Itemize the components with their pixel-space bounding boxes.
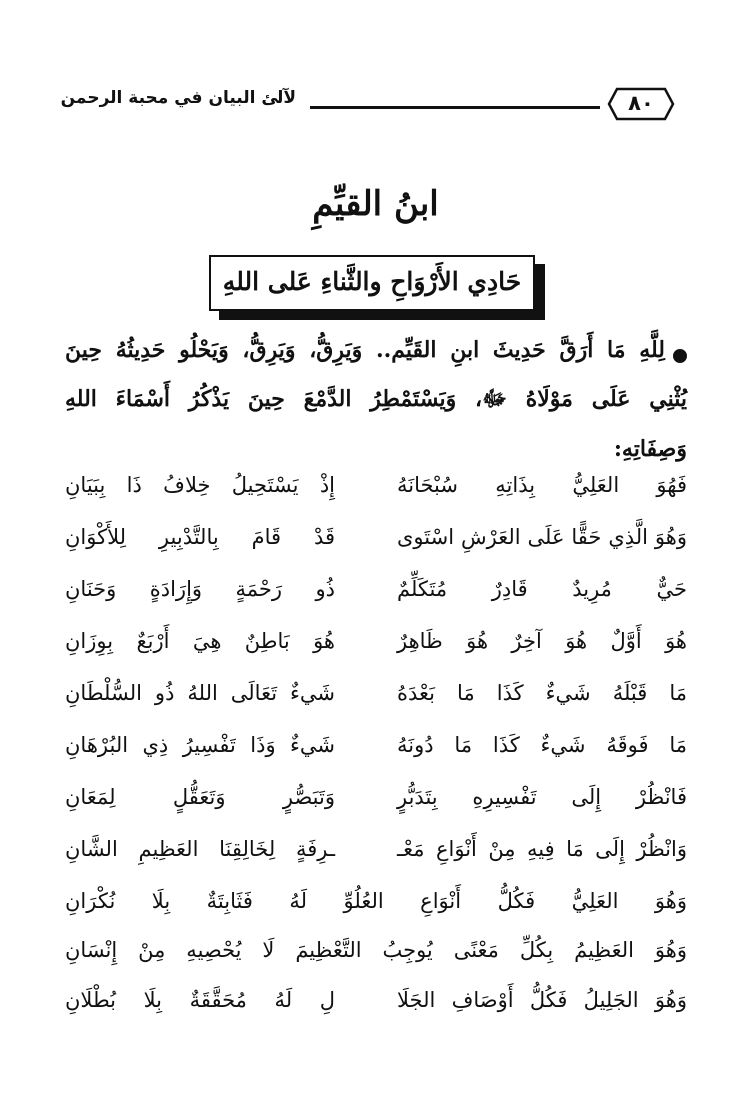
verse-11-second-hemistich: لِ لَهُ مُحَقَّقَةٌ بِلَا بُطْلَانِ [65,988,335,1012]
running-header-title: لآلئ البيان في محبة الرحمن [60,88,296,108]
verse-1 [65,473,687,517]
verse-3-second-hemistich: ذُو رَحْمَةٍ وَإِرَادَةٍ وَحَنَانِ [65,577,335,601]
verse-9-full-line: وَهُوَ العَلِيُّ فَكُلُّ أَنْوَاعِ العُلُوِّ لَهُ فَثَابِتَةٌ بِلَا نُكْرَانِ [65,889,687,913]
verse-2-first-hemistich: وَهُوَ الَّذِي حَقًّا عَلَى العَرْشِ اسْتَوى [397,525,687,549]
verse-5-second-hemistich: شَيءٌ تَعَالَى اللهُ ذُو السُّلْطَانِ [65,681,335,705]
verse-6-second-hemistich: شَيءٌ وَذَا تَفْسِيرُ ذِي البُرْهَانِ [65,733,335,757]
bullet-icon [673,349,687,363]
intro-line-2: يُثْنِي عَلَى مَوْلَاهُ ﷻ، وَيَسْتَمْطِرُ الدَّمْعَ حِينَ يَذْكُرُ أَسْمَاءَ اللهِ [65,386,687,412]
verse-5-first-hemistich: مَا قَبْلَهُ شَيءٌ كَذَا مَا بَعْدَهُ [397,681,687,705]
verse-11-first-hemistich: وَهُوَ الجَلِيلُ فَكُلُّ أَوْصَافِ الجَلَا [397,988,687,1012]
verse-6 [65,733,687,777]
verse-2-second-hemistich: قَدْ قَامَ بِالتَّدْبِيرِ لِلأَكْوَانِ [65,525,335,549]
verse-4-first-hemistich: هُوَ أَوَّلٌ هُوَ آخِرٌ هُوَ ظَاهِرٌ [397,629,687,653]
verse-11 [65,988,687,1032]
verse-8 [65,837,687,881]
verse-3 [65,577,687,621]
page-number: ٨٠ [628,91,654,115]
verse-1-first-hemistich: فَهُوَ العَلِيُّ بِذَاتِهِ سُبْحَانَهُ [397,473,687,497]
author-heading: ابنُ القيِّمِ [312,184,439,224]
verse-6-first-hemistich: مَا فَوقَهُ شَيءٌ كَذَا مَا دُونَهُ [397,733,687,757]
verse-7-first-hemistich: فَانْظُرْ إِلَى تَفْسِيرِهِ بِتَدَبُّرٍ [397,785,687,809]
verse-8-first-hemistich: وَانْظُرْ إِلَى مَا فِيهِ مِنْ أَنْوَاعِ مَعْـ [397,837,687,861]
verse-10 [65,938,687,982]
verse-8-second-hemistich: ـرِفَةٍ لِخَالِقِنَا العَظِيمِ الشَّانِ [65,837,335,861]
verse-9 [65,889,687,933]
verse-10-full-line: وَهُوَ العَظِيمُ بِكُلِّ مَعْنًى يُوجِبُ التَّعْظِيمَ لَا يُحْصِيهِ مِنْ إِنْسَانِ [65,938,687,962]
verse-4-second-hemistich: هُوَ بَاطِنٌ هِيَ أَرْبَعٌ بِوِزَانِ [65,629,335,653]
page-number-badge [607,86,675,122]
poem-title-box [209,255,535,311]
verse-5 [65,681,687,725]
verse-3-first-hemistich: حَيٌّ مُرِيدٌ قَادِرٌ مُتَكَلِّمٌ [397,577,687,601]
verse-2 [65,525,687,569]
header-rule [310,106,600,109]
intro-line-3: وَصِفَاتِهِ: [613,436,687,462]
poem-title: حَادِي الأَرْوَاحِ والثَّناءِ عَلى اللهِ [222,267,522,296]
verse-7 [65,785,687,829]
verse-1-second-hemistich: إِذْ يَسْتَحِيلُ خِلافُ ذَا بِبَيَانِ [65,473,335,497]
intro-line-1: لِلَّهِ مَا أَرَقَّ حَدِيثَ ابنِ القَيِّم.. وَيَرِقُّ، وَيَرِقُّ، وَيَحْلُو حَدِيثُهُ حِينَ [65,337,665,363]
verse-4 [65,629,687,673]
verse-7-second-hemistich: وَتَبَصُّرٍ وَتَعَقُّلٍ لِمَعَانِ [65,785,335,809]
